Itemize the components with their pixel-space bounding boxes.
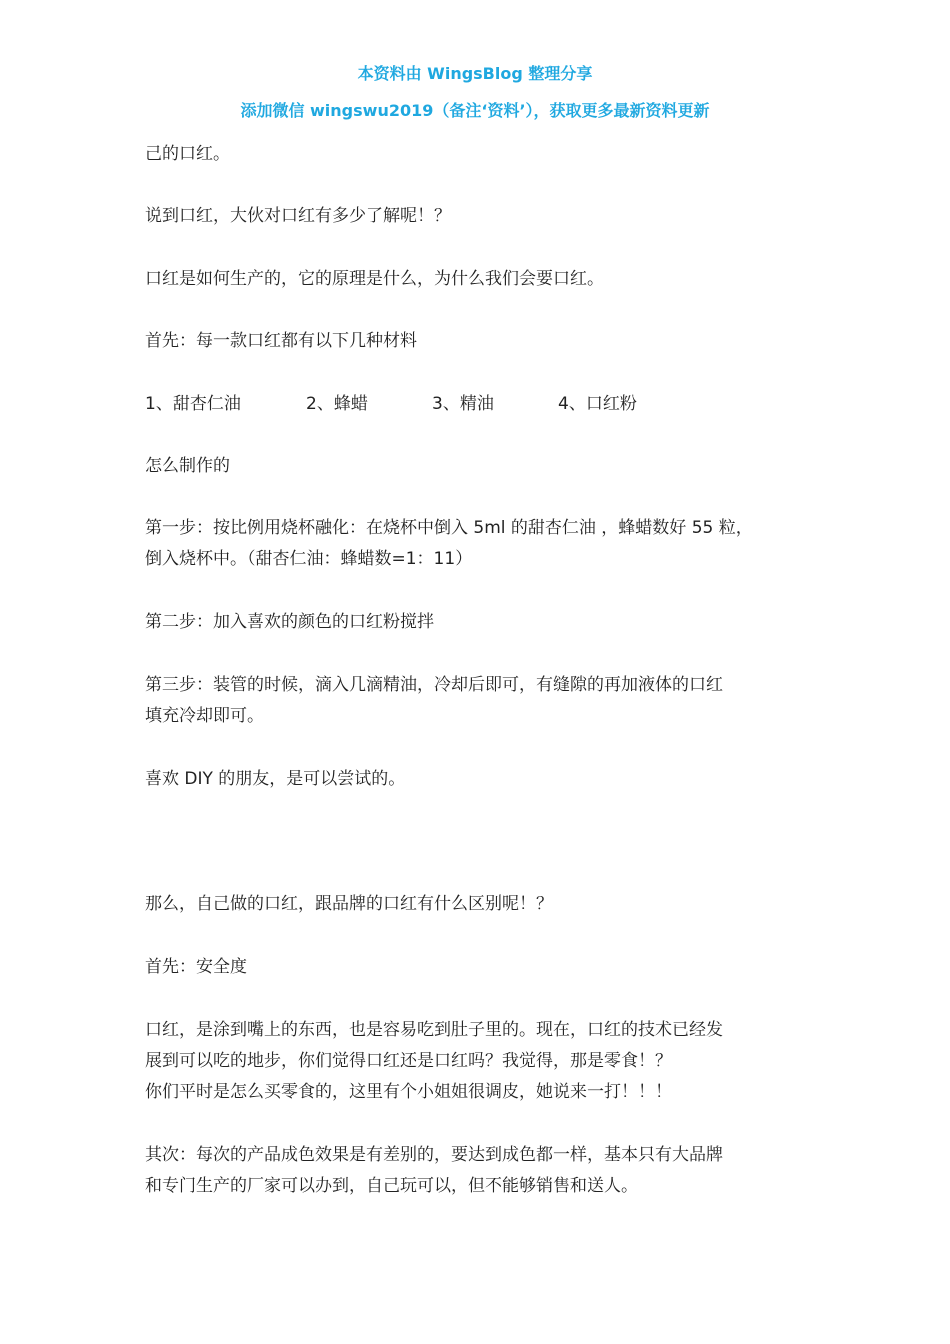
header-line-1: 本资料由 WingsBlog 整理分享 [357,64,593,83]
header-line-2: 添加微信 wingswu2019（备注‘资料’），获取更多最新资料更新 [240,101,710,120]
step-3-line-1: 第三步：装管的时候，滴入几滴精油，冷却后即可，有缝隙的再加液体的口红 [145,675,723,695]
safety-line-3: 你们平时是怎么买零食的，这里有个小姐姐很调皮，她说来一打！！！ [145,1082,672,1102]
paragraph-how-to-make: 怎么制作的 [145,456,230,476]
safety-line-2: 展到可以吃的地步，你们觉得口红还是口红吗？我觉得，那是零食！？ [145,1051,672,1071]
step-3-line-2: 填充冷却即可。 [145,706,264,726]
material-item: 3、精油 [432,394,494,414]
paragraph-principle: 口红是如何生产的，它的原理是什么，为什么我们会要口红。 [145,269,604,289]
paragraph-materials-intro: 首先：每一款口红都有以下几种材料 [145,331,417,351]
consistency-line-1: 其次：每次的产品成色效果是有差别的，要达到成色都一样，基本只有大品牌 [145,1145,723,1165]
paragraph-diy: 喜欢 DIY 的朋友，是可以尝试的。 [145,769,406,789]
consistency-line-2: 和专门生产的厂家可以办到，自己玩可以，但不能够销售和送人。 [145,1176,638,1196]
material-item: 2、蜂蜡 [306,394,368,414]
paragraph-question: 说到口红，大伙对口红有多少了解呢！？ [145,206,451,226]
step-2: 第二步：加入喜欢的颜色的口红粉搅拌 [145,612,434,632]
safety-line-1: 口红，是涂到嘴上的东西，也是容易吃到肚子里的。现在，口红的技术已经发 [145,1020,723,1040]
step-1-line-2: 倒入烧杯中。（甜杏仁油：蜂蜡数=1：11） [145,549,473,569]
paragraph-safety-heading: 首先：安全度 [145,957,247,977]
paragraph-intro-end: 己的口红。 [145,144,230,164]
step-1-line-1: 第一步：按比例用烧杯融化：在烧杯中倒入 5ml 的甜杏仁油 ，蜂蜡数好 55 粒， [145,518,753,538]
material-item: 4、口红粉 [558,394,637,414]
paragraph-difference-question: 那么，自己做的口红，跟品牌的口红有什么区别呢！？ [145,894,553,914]
material-item: 1、甜杏仁油 [145,394,241,414]
